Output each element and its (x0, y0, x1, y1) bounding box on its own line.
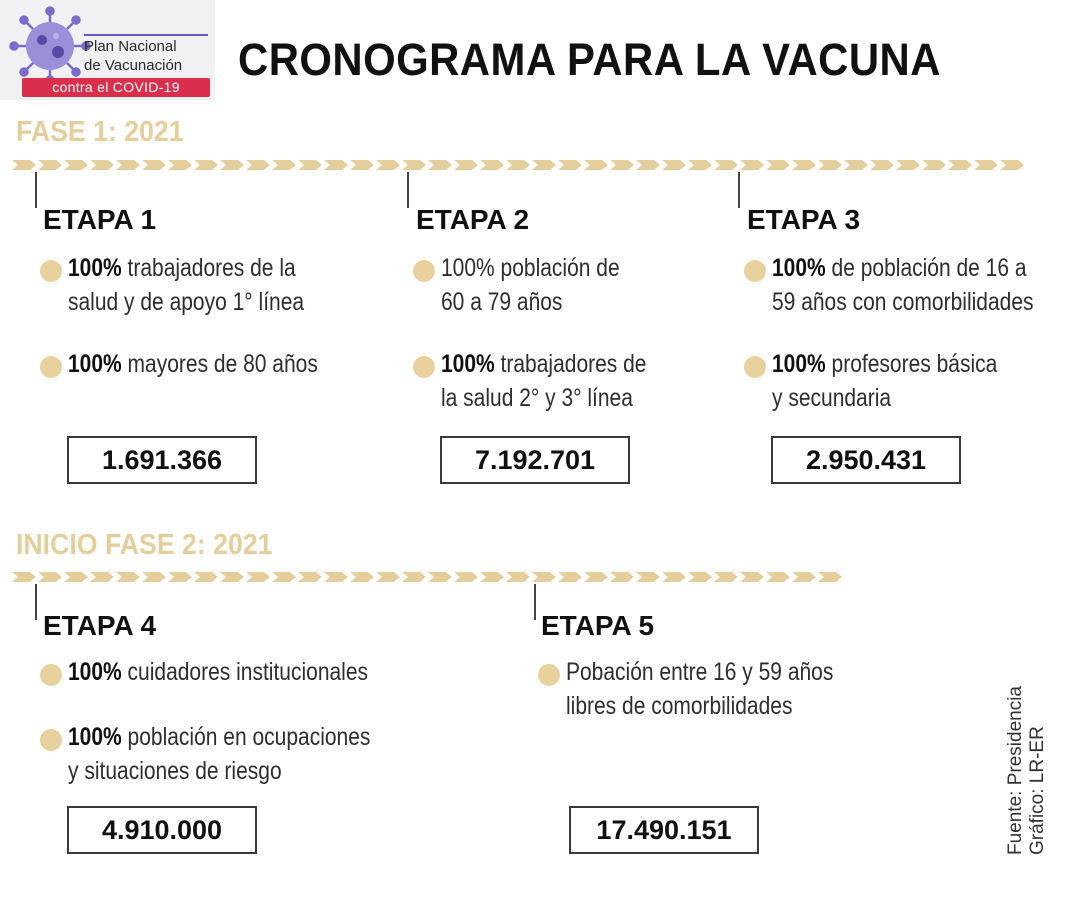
timeline-chevron (662, 572, 686, 582)
timeline-chevron (168, 572, 192, 582)
bullet-dot (40, 356, 62, 378)
timeline-chevron (948, 160, 972, 170)
stage-1-count: 1.691.366 (67, 436, 257, 484)
timeline-chevron (688, 160, 712, 170)
timeline-chevron (584, 160, 608, 170)
timeline-chevron (792, 160, 816, 170)
timeline-chevron (272, 160, 296, 170)
logo-text-line2: de Vacunación (84, 57, 183, 74)
timeline-chevron (818, 160, 842, 170)
timeline-chevron (506, 160, 530, 170)
timeline-chevron (38, 160, 62, 170)
timeline-chevron (402, 572, 426, 582)
timeline-chevron (714, 160, 738, 170)
stage-3-title: ETAPA 3 (747, 204, 861, 235)
timeline-chevron (350, 160, 374, 170)
stage-1-title: ETAPA 1 (43, 204, 157, 235)
timeline-chevron (1000, 160, 1024, 170)
timeline-chevron (974, 160, 998, 170)
stage-1-tick (35, 172, 37, 208)
logo-text-line1: Plan Nacional (84, 38, 177, 55)
source-credit (1005, 686, 1049, 855)
stage-4-count: 4.910.000 (67, 806, 257, 854)
timeline-chevron (12, 572, 36, 582)
timeline-chevron (428, 572, 452, 582)
timeline-chevron (90, 160, 114, 170)
bullet-dot (413, 260, 435, 282)
timeline-chevron (610, 572, 634, 582)
timeline-chevron (428, 160, 452, 170)
timeline-chevron (610, 160, 634, 170)
bullet-dot (413, 356, 435, 378)
timeline-chevron (272, 572, 296, 582)
timeline-chevron (246, 160, 270, 170)
timeline-chevron (402, 160, 426, 170)
phase-1-timeline (12, 155, 1052, 175)
phase-2-timeline (12, 567, 852, 587)
page-title: CRONOGRAMA PARA LA VACUNA (238, 34, 941, 85)
phase-1-title: FASE 1: 2021 (16, 116, 184, 148)
phase-2-title: INICIO FASE 2: 2021 (16, 529, 273, 561)
timeline-chevron (740, 160, 764, 170)
timeline-chevron (766, 160, 790, 170)
logo-divider (84, 34, 208, 36)
timeline-chevron (64, 572, 88, 582)
bullet-dot (40, 729, 62, 751)
timeline-chevron (12, 160, 36, 170)
timeline-chevron (532, 160, 556, 170)
stage-2-title: ETAPA 2 (416, 204, 530, 235)
timeline-chevron (168, 160, 192, 170)
vaccination-plan-logo (0, 0, 215, 100)
stage-3-tick (738, 172, 740, 208)
timeline-chevron (324, 572, 348, 582)
timeline-chevron (38, 572, 62, 582)
timeline-chevron (194, 160, 218, 170)
timeline-chevron (142, 572, 166, 582)
timeline-chevron (90, 572, 114, 582)
timeline-chevron (142, 160, 166, 170)
stage-4-tick (35, 584, 37, 620)
timeline-chevron (792, 572, 816, 582)
timeline-chevron (298, 160, 322, 170)
timeline-chevron (844, 160, 868, 170)
timeline-chevron (584, 572, 608, 582)
timeline-chevron (740, 572, 764, 582)
timeline-chevron (688, 572, 712, 582)
timeline-chevron (922, 160, 946, 170)
timeline-chevron (350, 572, 374, 582)
timeline-chevron (870, 160, 894, 170)
stage-5-title: ETAPA 5 (541, 610, 655, 641)
timeline-chevron (324, 160, 348, 170)
stage-5-count: 17.490.151 (569, 806, 759, 854)
timeline-chevron (116, 572, 140, 582)
timeline-chevron (454, 160, 478, 170)
timeline-chevron (220, 572, 244, 582)
graphic-credit-line: Gráfico: LR-ER (1027, 726, 1048, 855)
stage-2-tick (407, 172, 409, 208)
bullet-dot (744, 356, 766, 378)
timeline-chevron (220, 160, 244, 170)
timeline-chevron (506, 572, 530, 582)
timeline-chevron (636, 160, 660, 170)
timeline-chevron (558, 160, 582, 170)
logo-covid-band: contra el COVID-19 (22, 78, 210, 97)
timeline-chevron (714, 572, 738, 582)
timeline-chevron (662, 160, 686, 170)
bullet-dot (40, 260, 62, 282)
timeline-chevron (246, 572, 270, 582)
timeline-chevron (636, 572, 660, 582)
timeline-chevron (376, 572, 400, 582)
bullet-dot (538, 664, 560, 686)
timeline-chevron (480, 572, 504, 582)
timeline-chevron (766, 572, 790, 582)
timeline-chevron (116, 160, 140, 170)
stage-3-count: 2.950.431 (771, 436, 961, 484)
bullet-dot (744, 260, 766, 282)
timeline-chevron (64, 160, 88, 170)
timeline-chevron (896, 160, 920, 170)
timeline-chevron (558, 572, 582, 582)
stage-5-tick (534, 584, 536, 620)
source-line: Fuente: Presidencia (1005, 686, 1026, 855)
stage-2-count: 7.192.701 (440, 436, 630, 484)
timeline-chevron (376, 160, 400, 170)
timeline-chevron (194, 572, 218, 582)
timeline-chevron (532, 572, 556, 582)
virus-icon (6, 6, 94, 84)
timeline-chevron (480, 160, 504, 170)
timeline-chevron (818, 572, 842, 582)
timeline-chevron (454, 572, 478, 582)
stage-4-title: ETAPA 4 (43, 610, 157, 641)
bullet-dot (40, 664, 62, 686)
timeline-chevron (298, 572, 322, 582)
